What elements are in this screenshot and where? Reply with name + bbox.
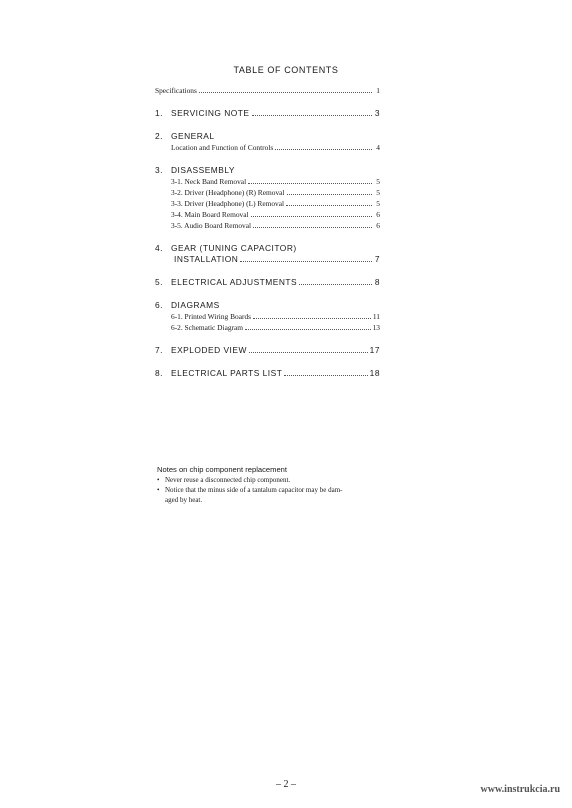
toc-entry-label: 6-1. Printed Wiring Boards xyxy=(171,312,252,321)
leader-dots xyxy=(251,209,372,217)
toc-page-number: 5 xyxy=(376,188,380,197)
toc-page-number: 3 xyxy=(374,108,380,118)
note-item xyxy=(157,485,392,505)
toc-page-number: 8 xyxy=(374,277,380,287)
toc-entry-label: Location and Function of Controls xyxy=(171,143,274,152)
toc-page-number: 13 xyxy=(372,323,380,332)
chip-notes xyxy=(157,464,392,505)
toc-section-heading[interactable] xyxy=(155,368,380,379)
toc-page-number: 5 xyxy=(376,199,380,208)
section-title: GENERAL xyxy=(171,131,215,141)
notes-title: Notes on chip component replacement xyxy=(157,465,288,474)
bullet-icon: • xyxy=(157,476,160,484)
leader-dots xyxy=(299,277,372,285)
toc-subentry[interactable] xyxy=(155,322,380,333)
leader-dots xyxy=(275,142,372,150)
toc-subentry[interactable] xyxy=(155,187,380,198)
toc-page-number: 5 xyxy=(376,177,380,186)
toc-section xyxy=(155,165,380,231)
toc-subentry[interactable] xyxy=(155,209,380,220)
toc-subentry[interactable] xyxy=(155,198,380,209)
section-number: 8. xyxy=(155,368,163,378)
section-number: 2. xyxy=(155,131,163,141)
toc-subentry[interactable] xyxy=(155,176,380,187)
toc-section xyxy=(155,131,380,153)
toc-page-number: 7 xyxy=(374,254,380,264)
watermark: www.instrukcia.ru xyxy=(480,784,560,795)
toc-entry-label: Specifications xyxy=(155,86,197,95)
toc-page-number: 4 xyxy=(376,143,380,152)
toc-sections xyxy=(155,108,380,379)
toc-entry-label: 3-2. Driver (Headphone) (R) Removal xyxy=(171,188,285,197)
leader-dots xyxy=(253,311,371,319)
toc-section xyxy=(155,368,380,379)
toc-page-number: 17 xyxy=(369,345,380,355)
toc-entry-label: 3-3. Driver (Headphone) (L) Removal xyxy=(171,199,285,208)
leader-dots xyxy=(249,345,368,353)
toc-page-number: 6 xyxy=(376,210,380,219)
toc-section xyxy=(155,243,380,265)
bullet-icon: • xyxy=(157,486,160,494)
toc-section xyxy=(155,277,380,288)
toc-title: TABLE OF CONTENTS xyxy=(233,65,339,75)
leader-dots xyxy=(284,368,367,376)
section-title: EXPLODED VIEW xyxy=(171,345,247,355)
toc-section-heading[interactable] xyxy=(155,165,380,176)
section-number: 4. xyxy=(155,243,163,253)
toc-section xyxy=(155,345,380,356)
leader-dots xyxy=(245,322,371,330)
section-title: SERVICING NOTE xyxy=(171,108,250,118)
toc-subentry[interactable] xyxy=(155,220,380,231)
leader-dots xyxy=(286,198,372,206)
leader-dots xyxy=(287,187,373,195)
toc-section-heading-continued[interactable] xyxy=(155,254,380,265)
section-number: 1. xyxy=(155,108,163,118)
toc-page-number: 1 xyxy=(376,86,380,95)
leader-dots xyxy=(252,108,372,116)
toc-entry-label: 6-2. Schematic Diagram xyxy=(171,323,244,332)
notes-list xyxy=(157,475,392,505)
section-number: 6. xyxy=(155,300,163,310)
leader-dots xyxy=(248,176,372,184)
toc-entry-label: 3-1. Neck Band Removal xyxy=(171,177,247,186)
section-title: DIAGRAMS xyxy=(171,300,220,310)
toc-subentry[interactable] xyxy=(155,142,380,153)
toc-section-heading[interactable] xyxy=(155,243,380,254)
section-number: 7. xyxy=(155,345,163,355)
leader-dots xyxy=(199,85,372,93)
leader-dots xyxy=(240,254,372,262)
section-title: DISASSEMBLY xyxy=(171,165,235,175)
leader-dots xyxy=(253,220,372,228)
toc-entry-label: 3-4. Main Board Removal xyxy=(171,210,249,219)
note-text: Notice that the minus side of a tantalum capacitor may be dam- xyxy=(165,486,343,494)
section-title: ELECTRICAL PARTS LIST xyxy=(171,368,283,378)
toc-page-number: 6 xyxy=(376,221,380,230)
toc-page-number: 11 xyxy=(372,312,380,321)
section-number: 5. xyxy=(155,277,163,287)
section-number: 3. xyxy=(155,165,163,175)
toc-section xyxy=(155,108,380,119)
section-title: GEAR (TUNING CAPACITOR) xyxy=(171,243,297,253)
note-text-continued: aged by heat. xyxy=(165,496,203,504)
table-of-contents xyxy=(155,85,380,379)
toc-page-number: 18 xyxy=(369,368,380,378)
section-title: ELECTRICAL ADJUSTMENTS xyxy=(171,277,298,287)
section-title-continued: INSTALLATION xyxy=(174,254,239,264)
note-item xyxy=(157,475,392,485)
toc-entry-specifications[interactable] xyxy=(155,85,380,96)
toc-section-heading[interactable] xyxy=(155,345,380,356)
toc-subentry[interactable] xyxy=(155,311,380,322)
toc-section-heading[interactable] xyxy=(155,277,380,288)
toc-entry-label: 3-5. Audio Board Removal xyxy=(171,221,252,230)
toc-section-heading[interactable] xyxy=(155,108,380,119)
toc-section xyxy=(155,300,380,333)
toc-section-heading[interactable] xyxy=(155,300,380,311)
page-number: – 2 – xyxy=(276,779,296,790)
note-text: Never reuse a disconnected chip component. xyxy=(165,476,291,484)
toc-section-heading[interactable] xyxy=(155,131,380,142)
